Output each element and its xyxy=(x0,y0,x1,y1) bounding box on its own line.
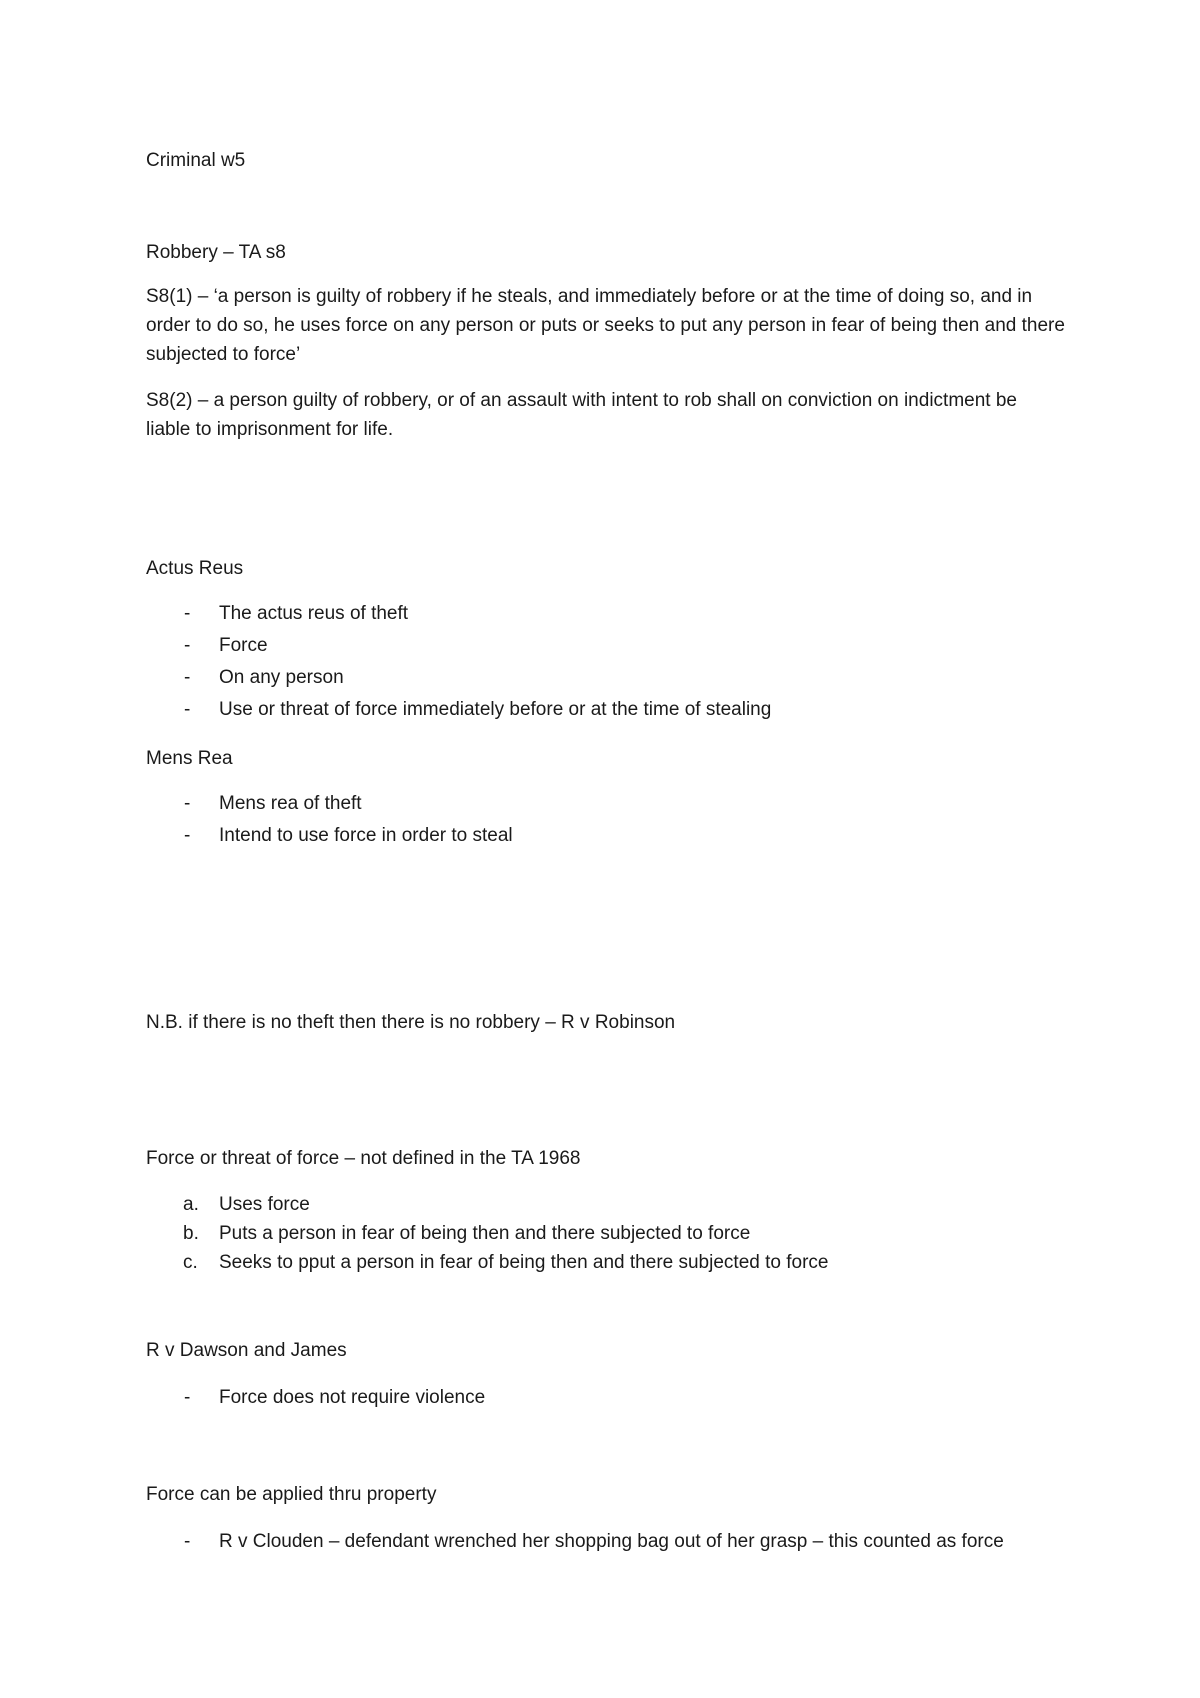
list-item xyxy=(146,1526,1004,1558)
bullet-marker: - xyxy=(184,667,191,688)
robbery-heading: Robbery – TA s8 xyxy=(146,242,286,263)
list-item-text: On any person xyxy=(219,667,344,688)
bullet-marker: - xyxy=(184,825,191,846)
mens-rea-heading: Mens Rea xyxy=(146,748,233,769)
list-item xyxy=(146,1219,828,1248)
bullet-marker: - xyxy=(184,635,191,656)
list-item-text: Force xyxy=(219,635,268,656)
dawson-list xyxy=(146,1382,485,1414)
list-marker: c. xyxy=(183,1252,198,1273)
mens-rea-list xyxy=(146,788,513,852)
property-heading: Force can be applied thru property xyxy=(146,1484,437,1505)
bullet-marker: - xyxy=(184,603,191,624)
list-item-text: Uses force xyxy=(219,1194,310,1215)
list-item xyxy=(146,820,513,852)
list-item-text: Force does not require violence xyxy=(219,1387,486,1408)
list-item xyxy=(146,788,513,820)
list-item-text: R v Clouden – defendant wrenched her shopping bag out of her grasp – this counted as force xyxy=(219,1531,1004,1552)
bullet-marker: - xyxy=(184,1387,191,1408)
list-item-text: Mens rea of theft xyxy=(219,793,362,814)
dawson-heading: R v Dawson and James xyxy=(146,1340,347,1361)
list-item-text: Seeks to pput a person in fear of being then and there subjected to force xyxy=(219,1252,829,1273)
list-item xyxy=(146,1382,485,1414)
list-item xyxy=(146,1190,828,1219)
bullet-marker: - xyxy=(184,699,191,720)
property-list xyxy=(146,1526,1004,1558)
list-item xyxy=(146,1248,828,1277)
list-item xyxy=(146,662,771,694)
list-item-text: The actus reus of theft xyxy=(219,603,409,624)
list-item xyxy=(146,630,771,662)
bullet-marker: - xyxy=(184,793,191,814)
list-item-text: Use or threat of force immediately before or at the time of stealing xyxy=(219,699,772,720)
list-marker: b. xyxy=(183,1223,199,1244)
s8-1-paragraph: S8(1) – ‘a person is guilty of robbery if he steals, and immediately before or at the time of doing so, and in order to do so, he uses force on any person or puts or seeks to put any person in fear of being then and there subjected to force’ xyxy=(146,286,1065,365)
actus-reus-list xyxy=(146,598,771,726)
list-item xyxy=(146,694,771,726)
nb-note: N.B. if there is no theft then there is no robbery – R v Robinson xyxy=(146,1012,676,1033)
document-title: Criminal w5 xyxy=(146,150,246,171)
force-list xyxy=(146,1190,828,1277)
force-heading: Force or threat of force – not defined in the TA 1968 xyxy=(146,1148,581,1169)
bullet-marker: - xyxy=(184,1531,191,1552)
list-item-text: Intend to use force in order to steal xyxy=(219,825,513,846)
actus-reus-heading: Actus Reus xyxy=(146,558,244,579)
s8-2-paragraph: S8(2) – a person guilty of robbery, or of an assault with intent to rob shall on conviction on indictment be liable to imprisonment for life. xyxy=(146,390,1017,440)
list-item xyxy=(146,598,771,630)
list-item-text: Puts a person in fear of being then and there subjected to force xyxy=(219,1223,751,1244)
list-marker: a. xyxy=(183,1194,199,1215)
